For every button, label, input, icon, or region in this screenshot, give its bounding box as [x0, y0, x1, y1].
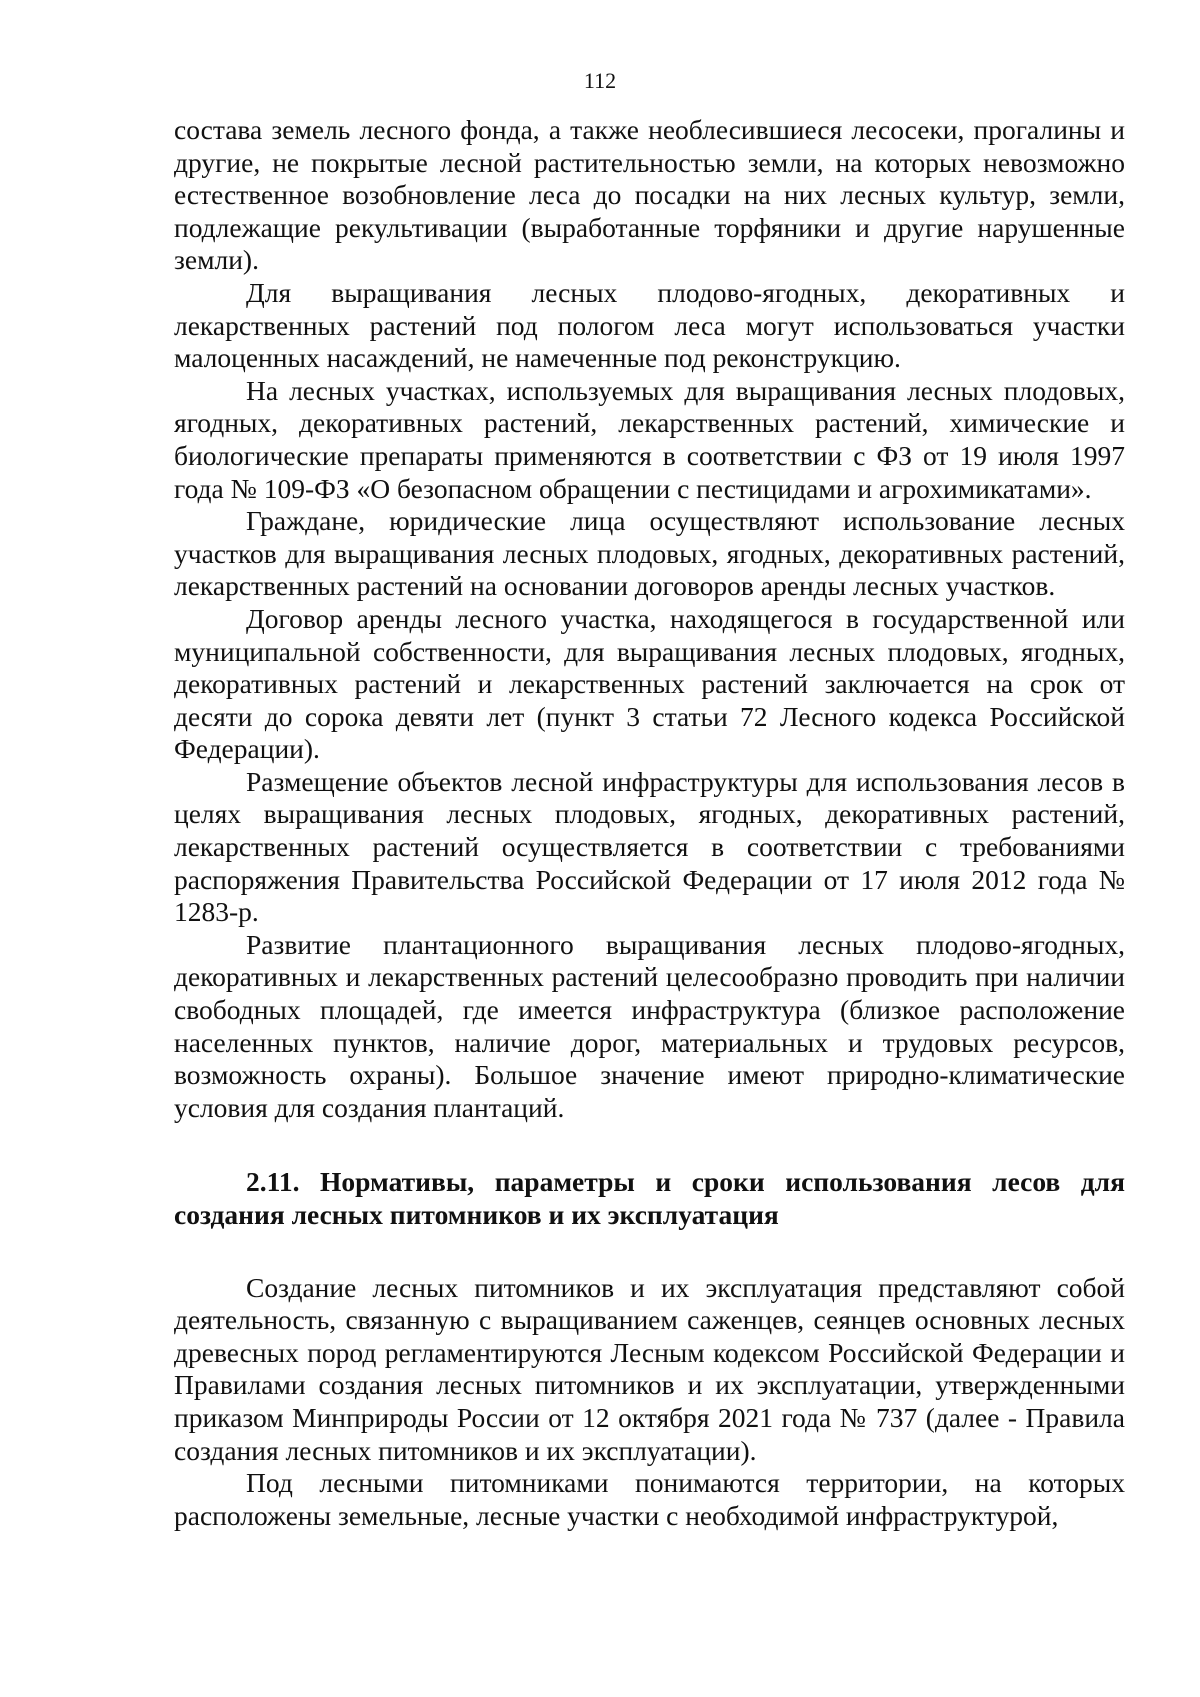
paragraph-nurseries-definition: Под лесными питомниками понимаются территории, на которых расположены земельные, лесные участки с необходимой инфраструктурой, — [174, 1467, 1125, 1531]
document-body — [174, 114, 1125, 1532]
paragraph-plantation-development: Развитие плантационного выращивания лесных плодово-ягодных, декоративных и лекарственных растений целесообразно проводить при наличии свободных площадей, где имеется инфраструктура (близкое расположение населенных пунктов, наличие дорог, материальных и трудовых ресурсов, возможность охраны). Большое значение имеют природно-климатические условия для создания плантаций. — [174, 928, 1125, 1123]
paragraph-lease-term: Договор аренды лесного участка, находящегося в государственной или муниципальной собственности, для выращивания лесных плодовых, ягодных, декоративных растений и лекарственных растений заключается на срок от десяти до сорока девяти лет (пункт 3 статьи 72 Лесного кодекса Российской Федерации). — [174, 602, 1125, 765]
paragraph-fruit-plants-canopy: Для выращивания лесных плодово-ягодных, декоративных и лекарственных растений под пологом леса могут использоваться участки малоценных насаждений, не намеченные под реконструкцию. — [174, 276, 1125, 374]
paragraph-infrastructure: Размещение объектов лесной инфраструктуры для использования лесов в целях выращивания лесных плодовых, ягодных, декоративных растений, лекарственных растений осуществляется в соответствии с требованиями распоряжения Правительства Российской Федерации от 17 июля 2012 года № 1283-р. — [174, 765, 1125, 928]
page-number: 112 — [583, 68, 617, 93]
paragraph-continuation: состава земель лесного фонда, а также необлесившиеся лесосеки, прогалины и другие, не покрытые лесной растительностью земли, на которых невозможно естественное возобновление леса до посадки на них лесных культур, земли, подлежащие рекультивации (выработанные торфяники и другие нарушенные земли). — [174, 114, 1125, 276]
paragraph-chemical-preparations: На лесных участках, используемых для выращивания лесных плодовых, ягодных, декоративных растений, лекарственных растений, химические и биологические препараты применяются в соответствии с ФЗ от 19 июля 1997 года № 109-ФЗ «О безопасном обращении с пестицидами и агрохимикатами». — [174, 374, 1125, 504]
section-heading: 2.11. Нормативы, параметры и сроки использования лесов для создания лесных питомников и их эксплуатация — [174, 1166, 1125, 1230]
paragraph-lease-basis: Граждане, юридические лица осуществляют использование лесных участков для выращивания лесных плодовых, ягодных, декоративных растений, лекарственных растений на основании договоров аренды лесных участков. — [174, 505, 1125, 602]
paragraph-nurseries-regulation: Создание лесных питомников и их эксплуатация представляют собой деятельность, связанную с выращиванием саженцев, сеянцев основных лесных древесных пород регламентируются Лесным кодексом Российской Федерации и Правилами создания лесных питомников и их эксплуатации, утвержденными приказом Минприроды России от 12 октября 2021 года № 737 (далее - Правила создания лесных питомников и их эксплуатации). — [174, 1271, 1125, 1466]
